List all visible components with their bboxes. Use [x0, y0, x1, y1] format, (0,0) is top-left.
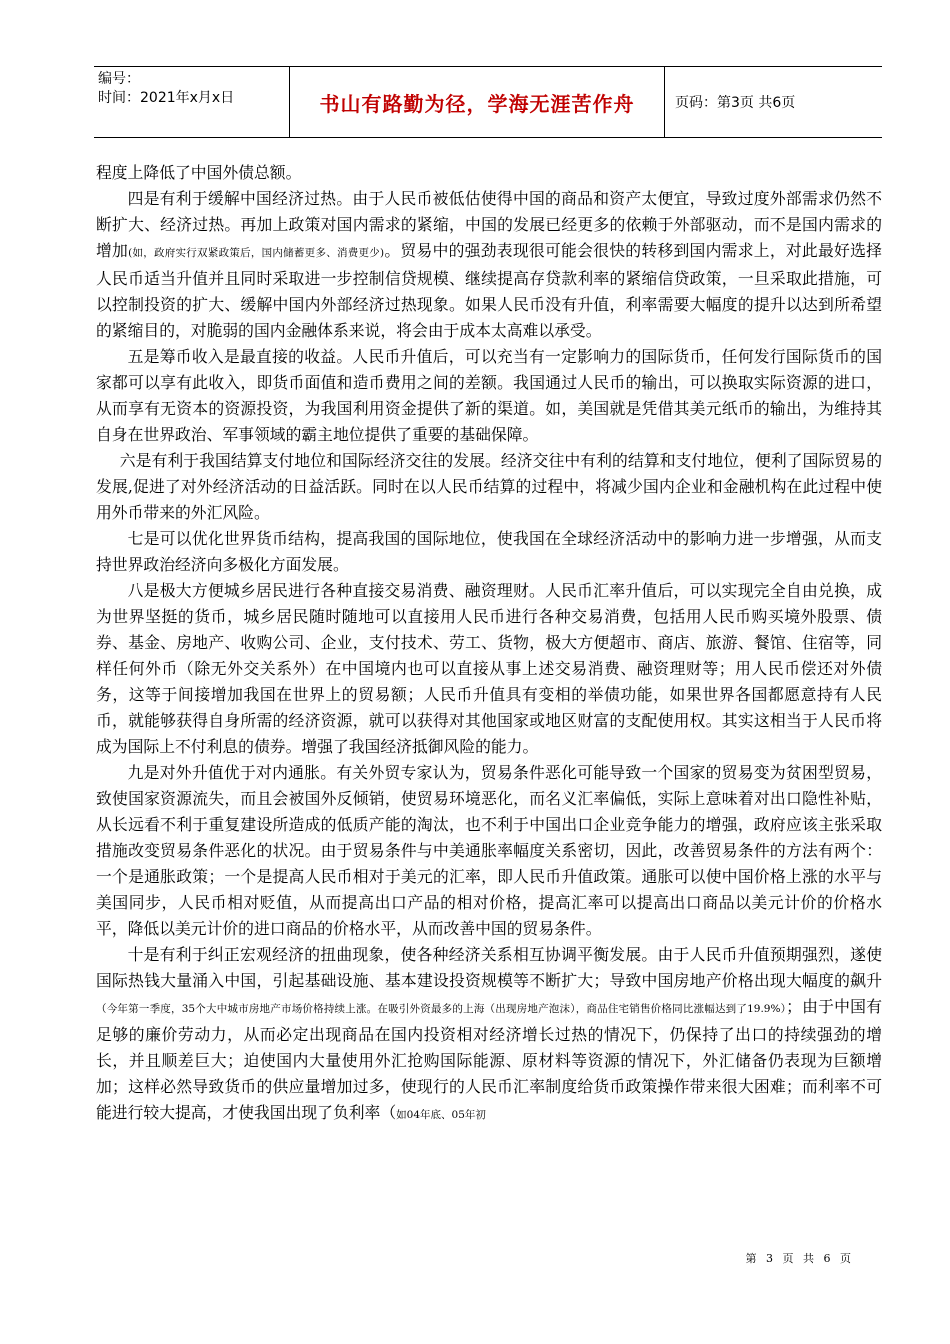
body-paragraph — [96, 760, 882, 942]
header-meta — [94, 67, 290, 137]
paragraph-note: （今年第一季度，35个大中城市房地产市场价格持续上涨。在吸引外资最多的上海（出现房地产泡沫），商品住宅销售价格同比涨幅达到了19.9%） — [96, 1003, 787, 1015]
body-paragraph — [96, 578, 882, 760]
body-paragraph — [96, 186, 882, 344]
paragraph-note: 如04年底、05年初 — [396, 1109, 486, 1121]
body-paragraph — [96, 160, 882, 186]
paragraph-text: 。贸易中的强劲表现很可能会很快的转移到国内需求上，对此最好选择人民币适当升值并且同时采取进一步控制信贷规模、继续提高存贷款利率的紧缩信贷政策，一旦采取此措施，可以控制投资的扩大、缓解中国内外部经济过热现象。如果人民币没有升值，利率需要大幅度的提升以达到所希望的紧缩目的，对脆弱的国内金融体系来说，将会由于成本太高难以承受。 — [96, 241, 882, 340]
paragraph-text: 程度上降低了中国外债总额。 — [96, 163, 302, 182]
document-number-label: 编号： — [98, 71, 140, 87]
body-paragraph — [96, 526, 882, 578]
paragraph-text: ；由于中国有足够的廉价劳动力，从而必定出现商品在国内投资相对经济增长过热的情况下，仍保持了出口的持续强劲的增长，并且顺差巨大；迫使国内大量使用外汇抢购国际能源、原材料等资源的情况下，外汇储备仍表现为巨额增加；这样必然导致货币的供应量增加过多，使现行的人民币汇率制度给货币政策操作带来很大困难；而利率不可能进行较大提高，才使我国出现了负利率（ — [96, 997, 882, 1122]
header-page-info: 页码：第3页 共6页 — [675, 95, 796, 111]
document-body — [96, 160, 882, 1128]
page-footer: 第 3 页 共 6 页 — [745, 1252, 854, 1265]
body-paragraph — [96, 942, 882, 1128]
header-motto: 书山有路勤为径，学海无涯苦作舟 — [290, 67, 665, 137]
paragraph-text: 七是可以优化世界货币结构，提高我国的国际地位，使我国在全球经济活动中的影响力进一步增强，从而支持世界政治经济向多极化方面发展。 — [96, 529, 882, 574]
body-paragraph — [96, 448, 882, 526]
body-paragraph — [96, 344, 882, 448]
paragraph-text: 十是有利于纠正宏观经济的扭曲现象，使各种经济关系相互协调平衡发展。由于人民币升值预期强烈，遂使国际热钱大量涌入中国，引起基础设施、基本建设投资规模等不断扩大；导致中国房地产价格出现大幅度的飙升 — [96, 945, 882, 990]
paragraph-text: 六是有利于我国结算支付地位和国际经济交往的发展。经济交往中有利的结算和支付地位，便利了国际贸易的发展,促进了对外经济活动的日益活跃。同时在以人民币结算的过程中，将减少国内企业和金融机构在此过程中使用外币带来的外汇风险。 — [96, 451, 882, 522]
paragraph-text: 八是极大方便城乡居民进行各种直接交易消费、融资理财。人民币汇率升值后，可以实现完全自由兑换，成为世界坚挺的货币，城乡居民随时随地可以直接用人民币进行各种交易消费，包括用人民币购买境外股票、债券、基金、房地产、收购公司、企业，支付技术、劳工、货物，极大方便超市、商店、旅游、餐馆、住宿等，同样任何外币（除无外交关系外）在中国境内也可以直接从事上述交易消费、融资理财等；用人民币偿还对外债务，这等于间接增加我国在世界上的贸易额；人民币升值具有变相的举债功能，如果世界各国都愿意持有人民币，就能够获得自身所需的经济资源，就可以获得对其他国家或地区财富的支配使用权。其实这相当于人民币将成为国际上不付利息的债券。增强了我国经济抵御风险的能力。 — [96, 581, 882, 756]
document-time-label: 时间：2021年x月x日 — [98, 90, 235, 106]
paragraph-note: (如，政府实行双紧政策后，国内储蓄更多、消费更少) — [128, 247, 385, 259]
page-header — [94, 66, 882, 138]
paragraph-text: 四是有利于缓解中国经济过热。由于人民币被低估使得中国的商品和资产太便宜，导致过度外部需求仍然不断扩大、经济过热。再加上政策对国内需求的紧缩，中国的发展已经更多的依赖于外部驱动，而不是国内需求的增加 — [96, 189, 882, 260]
paragraph-text: 九是对外升值优于对内通胀。有关外贸专家认为，贸易条件恶化可能导致一个国家的贸易变为贫困型贸易，致使国家资源流失，而且会被国外反倾销，使贸易环境恶化，而名义汇率偏低，实际上意味着对出口隐性补贴，从长远看不利于重复建设所造成的低质产能的淘汰，也不利于中国出口企业竞争能力的增强，政府应该主张采取措施改变贸易条件恶化的状况。由于贸易条件与中美通胀率幅度关系密切，因此，改善贸易条件的方法有两个：一个是通胀政策；一个是提高人民币相对于美元的汇率，即人民币升值政策。通胀可以使中国价格上涨的水平与美国同步，人民币相对贬值，从而提高出口产品的相对价格，提高汇率可以提高出口商品以美元计价的价格水平，降低以美元计价的进口商品的价格水平，从而改善中国的贸易条件。 — [96, 763, 882, 938]
paragraph-text: 五是筹币收入是最直接的收益。人民币升值后，可以充当有一定影响力的国际货币，任何发行国际货币的国家都可以享有此收入，即货币面值和造币费用之间的差额。我国通过人民币的输出，可以换取实际资源的进口，从而享有无资本的资源投资，为我国利用资金提供了新的渠道。如，美国就是凭借其美元纸币的输出，为维持其自身在世界政治、军事领域的霸主地位提供了重要的基础保障。 — [96, 347, 882, 444]
